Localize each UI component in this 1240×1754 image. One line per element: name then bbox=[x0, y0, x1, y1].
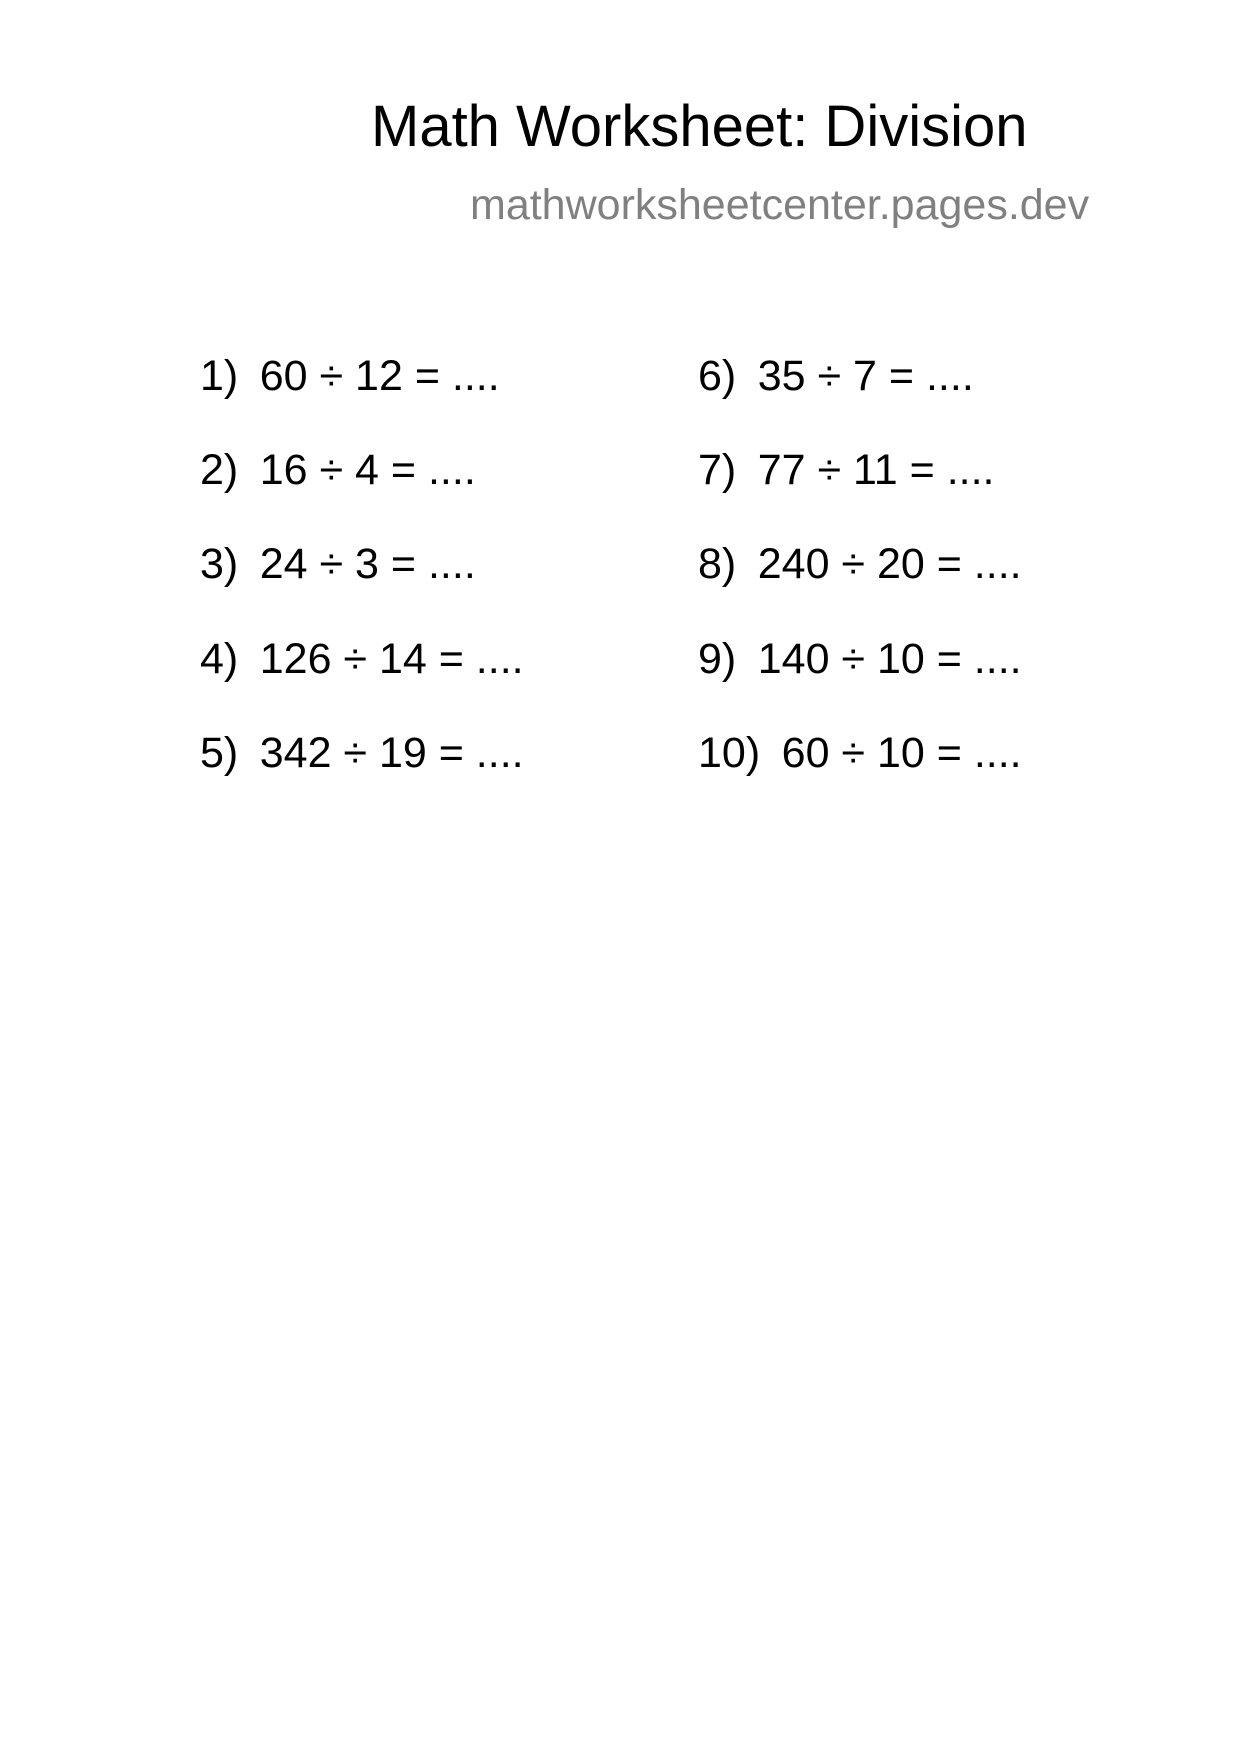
page-subtitle: mathworksheetcenter.pages.dev bbox=[470, 181, 1090, 229]
problem-expression: 60 ÷ 10 = .... bbox=[781, 729, 1022, 777]
problem-number: 1) bbox=[200, 352, 239, 400]
page-title: Math Worksheet: Division bbox=[371, 94, 1028, 159]
problem-2 bbox=[200, 446, 476, 494]
problem-expression: 240 ÷ 20 = .... bbox=[757, 540, 1022, 588]
problem-expression: 16 ÷ 4 = .... bbox=[259, 446, 476, 494]
problem-expression: 342 ÷ 19 = .... bbox=[259, 729, 524, 777]
problem-number: 2) bbox=[200, 446, 239, 494]
problem-number: 8) bbox=[698, 540, 737, 588]
problem-number: 9) bbox=[698, 635, 737, 683]
problem-7 bbox=[698, 446, 995, 494]
problem-number: 5) bbox=[200, 729, 239, 777]
problem-8 bbox=[698, 540, 1022, 588]
problem-expression: 126 ÷ 14 = .... bbox=[259, 635, 524, 683]
problem-expression: 60 ÷ 12 = .... bbox=[259, 352, 500, 400]
problem-4 bbox=[200, 635, 524, 683]
problem-expression: 24 ÷ 3 = .... bbox=[259, 540, 476, 588]
problem-number: 6) bbox=[698, 352, 737, 400]
problem-6 bbox=[698, 352, 974, 400]
problem-number: 3) bbox=[200, 540, 239, 588]
problem-number: 7) bbox=[698, 446, 737, 494]
problem-expression: 77 ÷ 11 = .... bbox=[757, 446, 995, 494]
problem-expression: 140 ÷ 10 = .... bbox=[757, 635, 1022, 683]
problem-10 bbox=[698, 729, 1022, 777]
problem-9 bbox=[698, 635, 1022, 683]
problem-5 bbox=[200, 729, 524, 777]
problem-number: 10) bbox=[698, 729, 761, 777]
problem-1 bbox=[200, 352, 500, 400]
problem-3 bbox=[200, 540, 476, 588]
problem-expression: 35 ÷ 7 = .... bbox=[757, 352, 974, 400]
problem-number: 4) bbox=[200, 635, 239, 683]
